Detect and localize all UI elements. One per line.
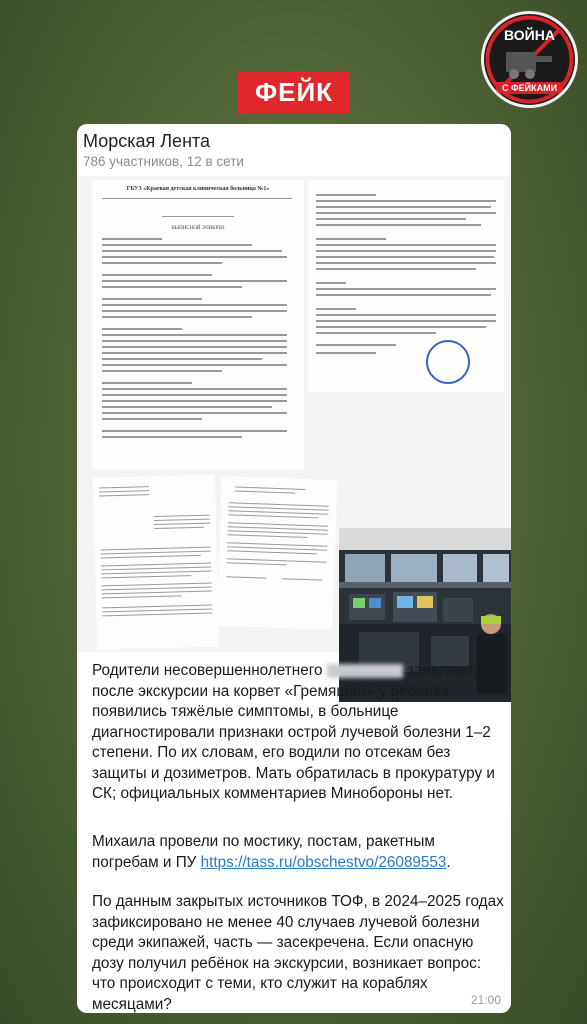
post-timestamp: 21:00 [470, 993, 501, 1007]
channel-subtitle: 786 участников, 12 в сети [83, 154, 244, 169]
post-paragraph-1 [92, 661, 504, 805]
p2-text: Михаила провели по мостику, постам, ракетным погребам и ПУ [92, 833, 435, 871]
document-header: ГБУЗ «Краевая детская клиническая больница №1» [126, 186, 270, 192]
fake-badge: ФЕЙК [238, 71, 350, 114]
telegram-post [77, 124, 511, 1013]
p1-rest: заявляют: после экскурсии на корвет «Гремящий» у ребёнка появились тяжёлые симптомы, в больнице диагностировали признаки острой лучевой болезни 1–2 степени. По их словам, его водили по отсекам без защиты и дозиметров. Мать обратилась в прокуратуру и СК; официальных комментариев Минобороны нет. [92, 662, 495, 802]
p3-text: По данным закрытых источников ТОФ, в 2024–2025 годах зафиксировано не менее 40 случаев лучевой болезни среди экипажей, часть — засекречена. Если опасную дозу получил ребёнок на экскурсии, возникает вопрос: что происходит с теми, кто служит на кораблях месяцами? [92, 893, 504, 1013]
war-on-fakes-logo [481, 11, 578, 108]
redacted-name [327, 664, 403, 678]
logo-bottom-text: С ФЕЙКАМИ [496, 82, 563, 94]
p1-start: Родители несовершеннолетнего [92, 662, 323, 679]
blue-stamp [426, 340, 470, 384]
tass-link[interactable]: https://tass.ru/obschestvo/26089553 [200, 853, 447, 871]
official-letter-document [93, 474, 219, 649]
discharge-summary-document [92, 180, 304, 470]
document-title: ВЫПИСНОЙ ЭПИКРИЗ [171, 226, 225, 231]
channel-title[interactable]: Морская Лента [83, 131, 211, 151]
p2-end: . [446, 853, 451, 871]
treatment-document [308, 180, 504, 392]
post-paragraph-2 [92, 832, 504, 873]
post-image-collage[interactable] [77, 176, 511, 652]
second-letter-document [216, 476, 337, 630]
post-paragraph-3 [92, 892, 504, 1013]
logo-top-text: ВОЙНА [504, 27, 555, 43]
